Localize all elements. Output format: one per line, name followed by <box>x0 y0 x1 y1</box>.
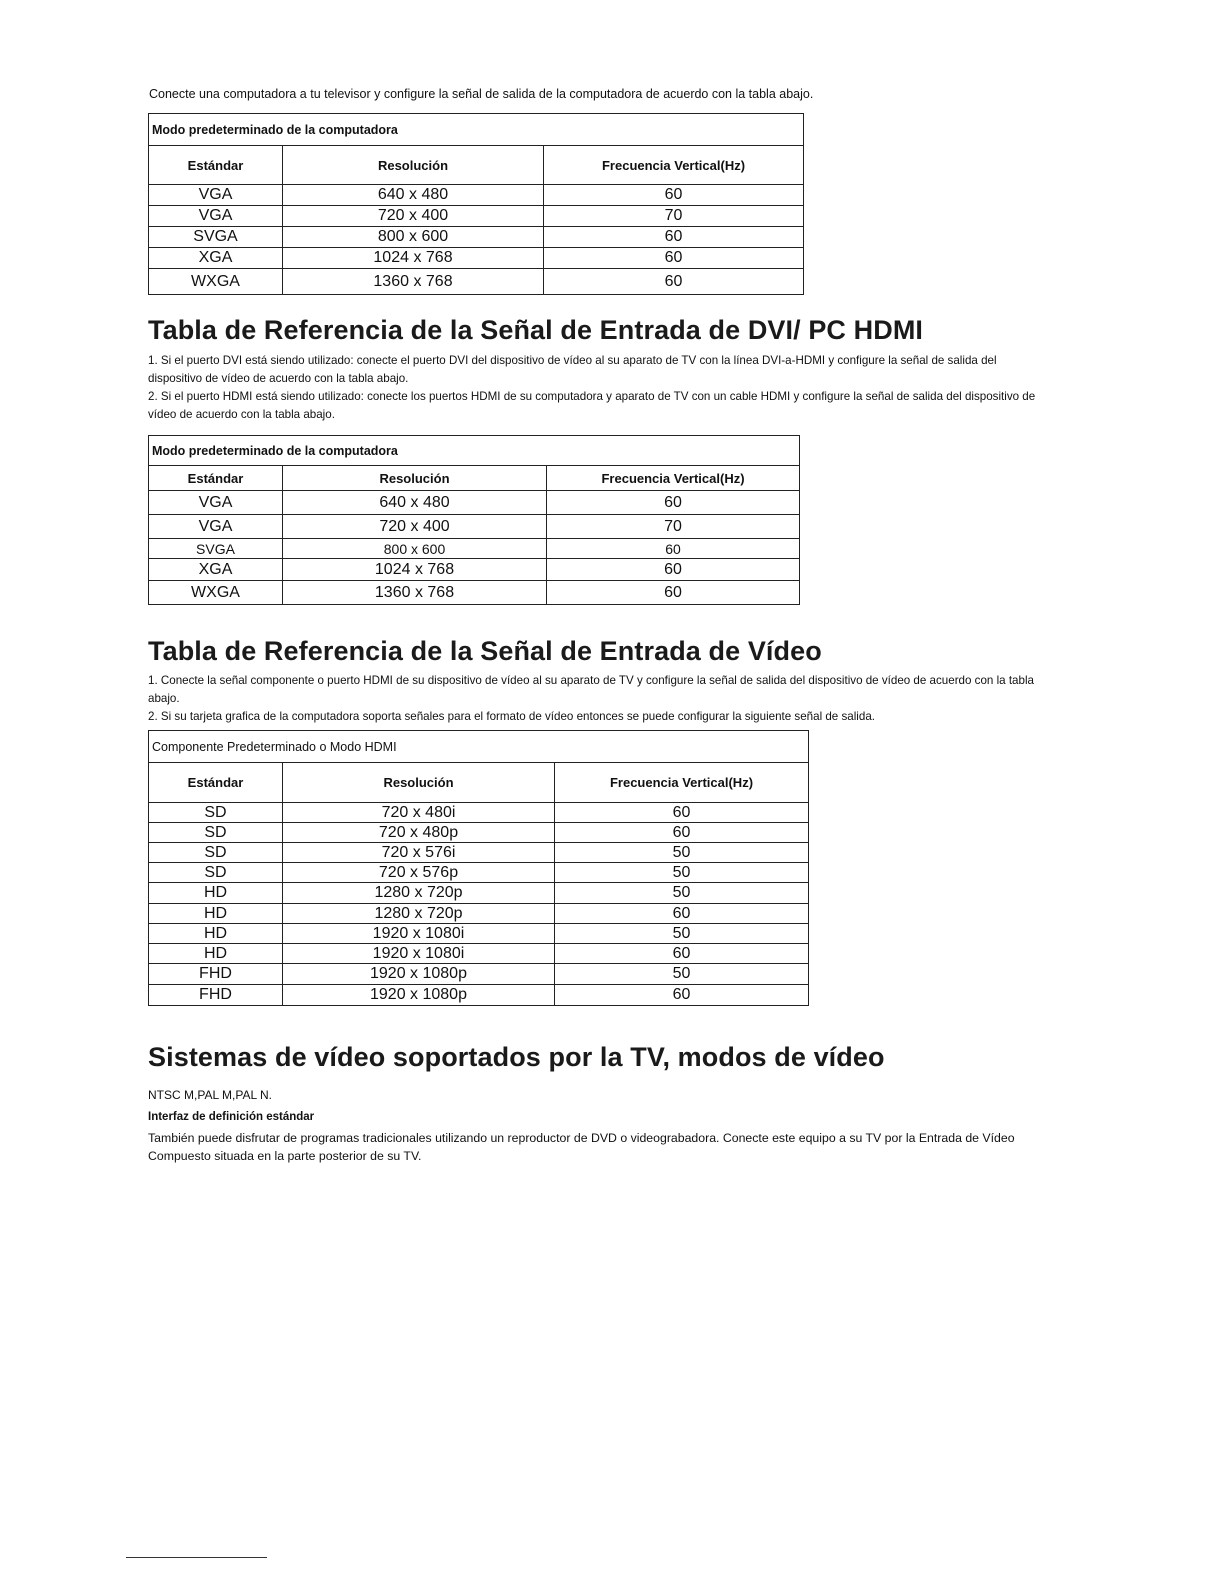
table-row <box>149 248 804 269</box>
cell-standard: XGA <box>149 559 283 581</box>
instruction-item: 2. Si su tarjeta grafica de la computadora soporta señales para el formato de vídeo entonces se puede configurar la siguiente señal de salida. <box>148 710 875 723</box>
table-row <box>149 944 809 964</box>
cell-standard: SVGA <box>149 227 283 248</box>
cell-resolution: 720 x 576p <box>283 863 555 883</box>
section-title-dvi: Tabla de Referencia de la Señal de Entrada de DVI/ PC HDMI <box>148 315 924 345</box>
cell-standard: VGA <box>149 185 283 206</box>
column-header: Resolución <box>283 146 544 185</box>
section-video-instructions <box>148 672 1038 726</box>
cell-resolution: 1024 x 768 <box>283 559 547 581</box>
table-row <box>149 491 800 515</box>
table-row <box>149 964 809 985</box>
cell-frequency: 60 <box>544 248 804 269</box>
cell-frequency: 60 <box>555 985 809 1006</box>
table-row <box>149 559 800 581</box>
section-title-systems: Sistemas de vídeo soportados por la TV, modos de vídeo <box>148 1042 885 1072</box>
cell-frequency: 60 <box>547 581 800 605</box>
cell-standard: VGA <box>149 515 283 539</box>
column-header: Resolución <box>283 763 555 803</box>
table-row <box>149 581 800 605</box>
cell-standard: VGA <box>149 491 283 515</box>
table-row <box>149 539 800 559</box>
intro-text: Conecte una computadora a tu televisor y configure la señal de salida de la computadora de acuerdo con la tabla abajo. <box>149 87 814 101</box>
cell-standard: HD <box>149 904 283 924</box>
table-row <box>149 863 809 883</box>
cell-standard: SD <box>149 843 283 863</box>
column-header: Frecuencia Vertical(Hz) <box>544 146 804 185</box>
cell-resolution: 1920 x 1080i <box>283 944 555 964</box>
table-caption: Componente Predeterminado o Modo HDMI <box>149 731 809 763</box>
cell-standard: HD <box>149 883 283 904</box>
cell-standard: HD <box>149 924 283 944</box>
cell-standard: FHD <box>149 964 283 985</box>
cell-resolution: 1920 x 1080i <box>283 924 555 944</box>
cell-frequency: 60 <box>544 185 804 206</box>
table-row <box>149 883 809 904</box>
cell-frequency: 50 <box>555 964 809 985</box>
cell-resolution: 720 x 480i <box>283 803 555 823</box>
cell-standard: VGA <box>149 206 283 227</box>
cell-frequency: 60 <box>547 491 800 515</box>
cell-standard: FHD <box>149 985 283 1006</box>
cell-standard: SD <box>149 803 283 823</box>
cell-resolution: 720 x 480p <box>283 823 555 843</box>
cell-standard: SVGA <box>149 539 283 559</box>
cell-resolution: 720 x 400 <box>283 206 544 227</box>
cell-standard: SD <box>149 823 283 843</box>
cell-frequency: 60 <box>544 269 804 295</box>
table-row <box>149 185 804 206</box>
cell-resolution: 1360 x 768 <box>283 269 544 295</box>
cell-standard: WXGA <box>149 269 283 295</box>
cell-frequency: 50 <box>555 924 809 944</box>
cell-standard: WXGA <box>149 581 283 605</box>
column-header: Resolución <box>283 466 547 491</box>
table-row <box>149 904 809 924</box>
cell-standard: SD <box>149 863 283 883</box>
table-row <box>149 985 809 1006</box>
cell-resolution: 1280 x 720p <box>283 904 555 924</box>
cell-resolution: 720 x 576i <box>283 843 555 863</box>
column-header: Frecuencia Vertical(Hz) <box>555 763 809 803</box>
cell-resolution: 1920 x 1080p <box>283 985 555 1006</box>
subheading-standard-interface: Interfaz de definición estándar <box>148 1111 315 1123</box>
cell-frequency: 70 <box>547 515 800 539</box>
cell-resolution: 1920 x 1080p <box>283 964 555 985</box>
cell-frequency: 60 <box>555 944 809 964</box>
table-row <box>149 227 804 248</box>
cell-frequency: 50 <box>555 843 809 863</box>
cell-frequency: 60 <box>547 559 800 581</box>
table-row <box>149 823 809 843</box>
column-header: Estándar <box>149 763 283 803</box>
table-row <box>149 515 800 539</box>
cell-resolution: 1280 x 720p <box>283 883 555 904</box>
table-dvi-hdmi-modes <box>148 435 800 605</box>
table-row <box>149 843 809 863</box>
table-row <box>149 206 804 227</box>
cell-frequency: 60 <box>547 539 800 559</box>
cell-frequency: 50 <box>555 863 809 883</box>
section-title-video: Tabla de Referencia de la Señal de Entrada de Vídeo <box>148 636 822 666</box>
table-component-hdmi-modes <box>148 730 809 1006</box>
standard-interface-body: También puede disfrutar de programas tradicionales utilizando un reproductor de DVD o videograbadora. Conecte este equipo a su TV por la Entrada de Vídeo Compuesto situada en la parte posterior de su TV. <box>148 1131 1015 1163</box>
footnote-rule <box>126 1557 267 1558</box>
table-row <box>149 803 809 823</box>
cell-resolution: 640 x 480 <box>283 185 544 206</box>
cell-resolution: 800 x 600 <box>283 227 544 248</box>
section-dvi-instructions <box>148 352 1048 424</box>
instruction-item: 2. Si el puerto HDMI está siendo utilizado: conecte los puertos HDMI de su computadora y aparato de TV con un cable HDMI y configure la señal de salida del dispositivo de vídeo de acuerdo con la tabla abajo. <box>148 390 1036 421</box>
cell-frequency: 60 <box>555 823 809 843</box>
column-header: Estándar <box>149 466 283 491</box>
cell-frequency: 60 <box>555 803 809 823</box>
table-caption: Modo predeterminado de la computadora <box>149 436 800 466</box>
column-header: Estándar <box>149 146 283 185</box>
table-row <box>149 924 809 944</box>
table-row <box>149 269 804 295</box>
cell-resolution: 1360 x 768 <box>283 581 547 605</box>
cell-frequency: 60 <box>544 227 804 248</box>
instruction-item: 1. Conecte la señal componente o puerto HDMI de su dispositivo de vídeo al su aparato de TV y configure la señal de salida del dispositivo de vídeo de acuerdo con la tabla abajo. <box>148 674 1034 705</box>
cell-standard: XGA <box>149 248 283 269</box>
table-caption: Modo predeterminado de la computadora <box>149 114 804 146</box>
table-computer-modes <box>148 113 804 295</box>
cell-frequency: 70 <box>544 206 804 227</box>
cell-frequency: 60 <box>555 904 809 924</box>
cell-resolution: 720 x 400 <box>283 515 547 539</box>
instruction-item: 1. Si el puerto DVI está siendo utilizado: conecte el puerto DVI del dispositivo de vídeo al su aparato de TV con la línea DVI-a-HDMI y configure la señal de salida del dispositivo de vídeo de acuerdo con la tabla abajo. <box>148 354 997 385</box>
cell-standard: HD <box>149 944 283 964</box>
cell-resolution: 800 x 600 <box>283 539 547 559</box>
cell-frequency: 50 <box>555 883 809 904</box>
cell-resolution: 640 x 480 <box>283 491 547 515</box>
column-header: Frecuencia Vertical(Hz) <box>547 466 800 491</box>
cell-resolution: 1024 x 768 <box>283 248 544 269</box>
video-systems-list: NTSC M,PAL M,PAL N. <box>148 1088 273 1102</box>
